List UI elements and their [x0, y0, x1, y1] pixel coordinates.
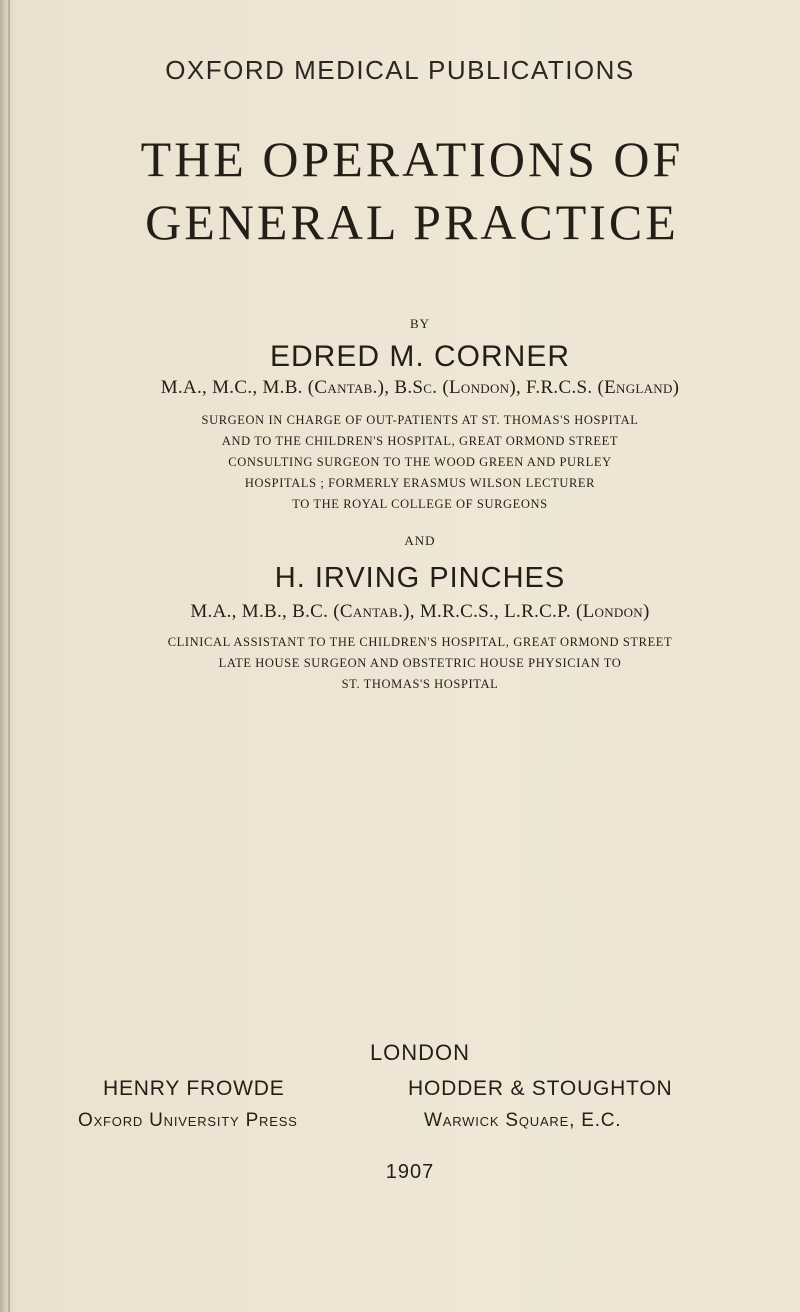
publisher-right-place: Warwick Square, E.C.	[424, 1110, 622, 1131]
author-2-degrees: M.A., M.B., B.C. (Cantab.), M.R.C.S., L.R.C.P. (London)	[190, 601, 650, 622]
publisher-left-place: Oxford University Press	[78, 1110, 298, 1131]
imprint-city: LONDON	[369, 1040, 471, 1065]
author-1-post-line: CONSULTING SURGEON TO THE WOOD GREEN AND PURLEY	[228, 455, 612, 469]
binding-gutter	[8, 0, 10, 1312]
publication-year: 1907	[385, 1161, 435, 1183]
and-label: AND	[404, 533, 436, 548]
author-1-degrees: M.A., M.C., M.B. (Cantab.), B.Sc. (London), F.R.C.S. (England)	[160, 377, 680, 398]
series-heading: OXFORD MEDICAL PUBLICATIONS	[165, 55, 635, 85]
author-2-post-line: CLINICAL ASSISTANT TO THE CHILDREN'S HOSPITAL, GREAT ORMOND STREET	[167, 635, 673, 649]
publisher-right-name: HODDER & STOUGHTON	[408, 1077, 673, 1100]
author-1-name: EDRED M. CORNER	[269, 340, 570, 373]
author-1-post-line: SURGEON IN CHARGE OF OUT-PATIENTS AT ST. THOMAS'S HOSPITAL	[201, 413, 639, 427]
book-title-line-2: GENERAL PRACTICE	[145, 194, 679, 250]
publisher-left-name: HENRY FROWDE	[103, 1077, 285, 1100]
author-2-post-line: ST. THOMAS'S HOSPITAL	[341, 677, 499, 691]
author-1-post-line: HOSPITALS ; FORMERLY ERASMUS WILSON LECTURER	[244, 476, 596, 490]
book-title-line-1: THE OPERATIONS OF	[140, 131, 684, 187]
by-label: BY	[409, 316, 431, 331]
author-2-name: H. IRVING PINCHES	[274, 562, 566, 594]
author-1-post-line: AND TO THE CHILDREN'S HOSPITAL, GREAT ORMOND STREET	[221, 434, 619, 448]
author-1-post-line: TO THE ROYAL COLLEGE OF SURGEONS	[292, 497, 548, 511]
author-2-post-line: LATE HOUSE SURGEON AND OBSTETRIC HOUSE PHYSICIAN TO	[218, 656, 622, 670]
